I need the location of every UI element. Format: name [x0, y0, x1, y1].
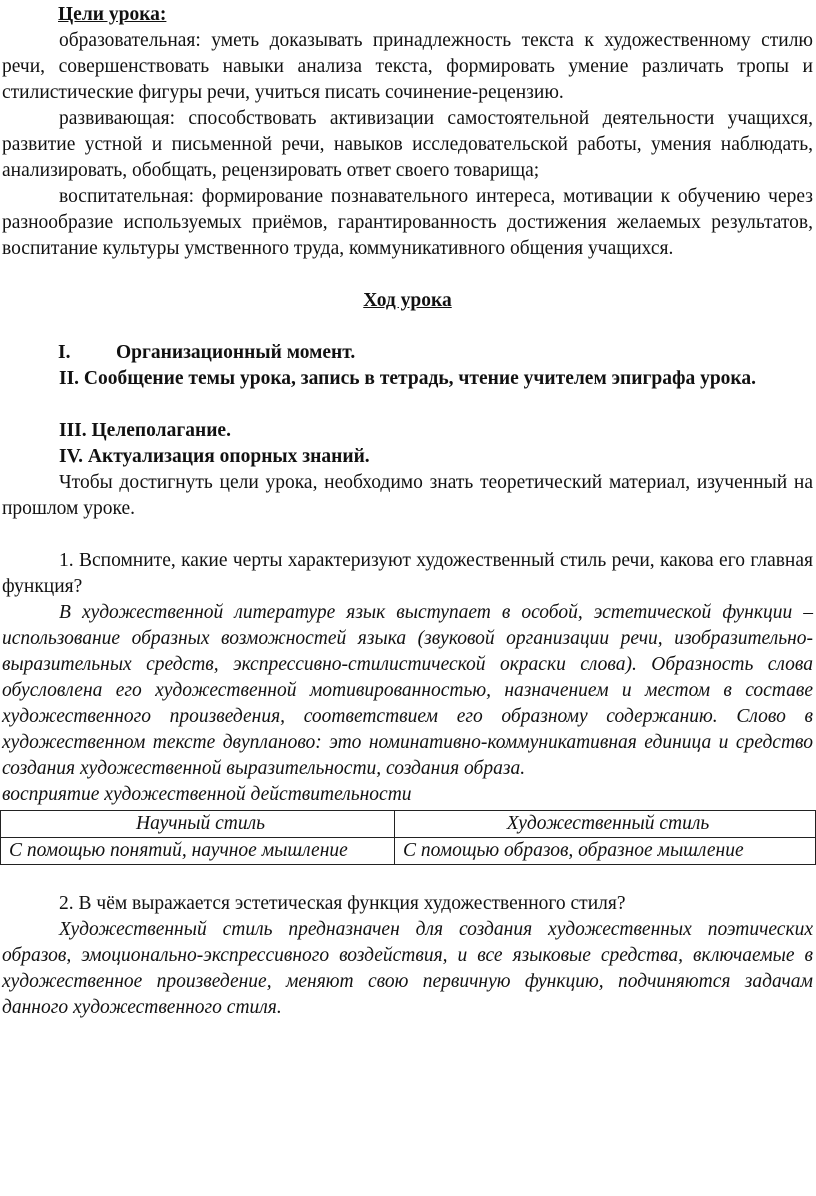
answer-2: Художественный стиль предназначен для создания художественных поэтических образов, эмоционально-экспрессивного воздействия, и все языковые средства, включаемые в художественное произведение, меняют свою первичную функцию, подчиняются задачам данного художественного стиля.	[2, 919, 813, 1018]
stage-1-number: I.	[58, 342, 71, 363]
answer-1-tail: восприятие художественной действительности	[2, 784, 412, 805]
stage-2: II. Сообщение темы урока, запись в тетрадь, чтение учителем эпиграфа урока.	[59, 368, 756, 389]
table-header-scientific: Научный стиль	[1, 811, 395, 838]
goal-educational: образовательная: уметь доказывать принадлежность текста к художественному стилю речи, совершенствовать навыки анализа текста, формировать умение различать тропы и стилистические фигуры речи, учиться писать сочинение-рецензию.	[2, 30, 813, 103]
table-row	[1, 838, 816, 865]
goal-upbringing: воспитательная: формирование познавательного интереса, мотивации к обучению через разнообразие используемых приёмов, гарантированность достижения желаемых результатов, воспитание культуры умственного труда, коммуникативного общения учащихся.	[2, 186, 813, 259]
question-1: 1. Вспомните, какие черты характеризуют художественный стиль речи, какова его главная функция?	[2, 550, 813, 597]
answer-1: В художественной литературе язык выступает в особой, эстетической функции – использование образных возможностей языка (звуковой организации речи, изобразительно-выразительных средств, экспрессивно-стилистической окраски слова). Образность слова обусловлена его художественной мотивированностью, назначением и местом в составе художественного произведения, соответствием его образному содержанию. Слово в художественном тексте двупланово: это номинативно-коммуникативная единица и средство создания художественной выразительности, создания образа.	[2, 602, 813, 779]
stage-1	[0, 340, 816, 366]
style-comparison-table	[0, 810, 816, 865]
document-page	[0, 2, 816, 1021]
table-header-artistic: Художественный стиль	[395, 811, 816, 838]
stage-1-text: Организационный момент.	[116, 342, 356, 363]
stage-3: III. Целеполагание.	[59, 420, 231, 441]
stage-4: IV. Актуализация опорных знаний.	[59, 446, 370, 467]
table-cell-artistic: С помощью образов, образное мышление	[395, 838, 816, 865]
goal-developmental: развивающая: способствовать активизации самостоятельной деятельности учащихся, развитие устной и письменной речи, навыков исследовательской работы, умения наблюдать, анализировать, обобщать, рецензировать ответ своего товарища;	[2, 108, 813, 181]
table-cell-scientific: С помощью понятий, научное мышление	[1, 838, 395, 865]
question-2: 2. В чём выражается эстетическая функция художественного стиля?	[59, 893, 626, 914]
lesson-heading: Ход урока	[363, 290, 452, 311]
stage-4-intro: Чтобы достигнуть цели урока, необходимо знать теоретический материал, изученный на прошлом уроке.	[2, 472, 813, 519]
goals-heading: Цели урока:	[58, 4, 167, 25]
table-header-row	[1, 811, 816, 838]
